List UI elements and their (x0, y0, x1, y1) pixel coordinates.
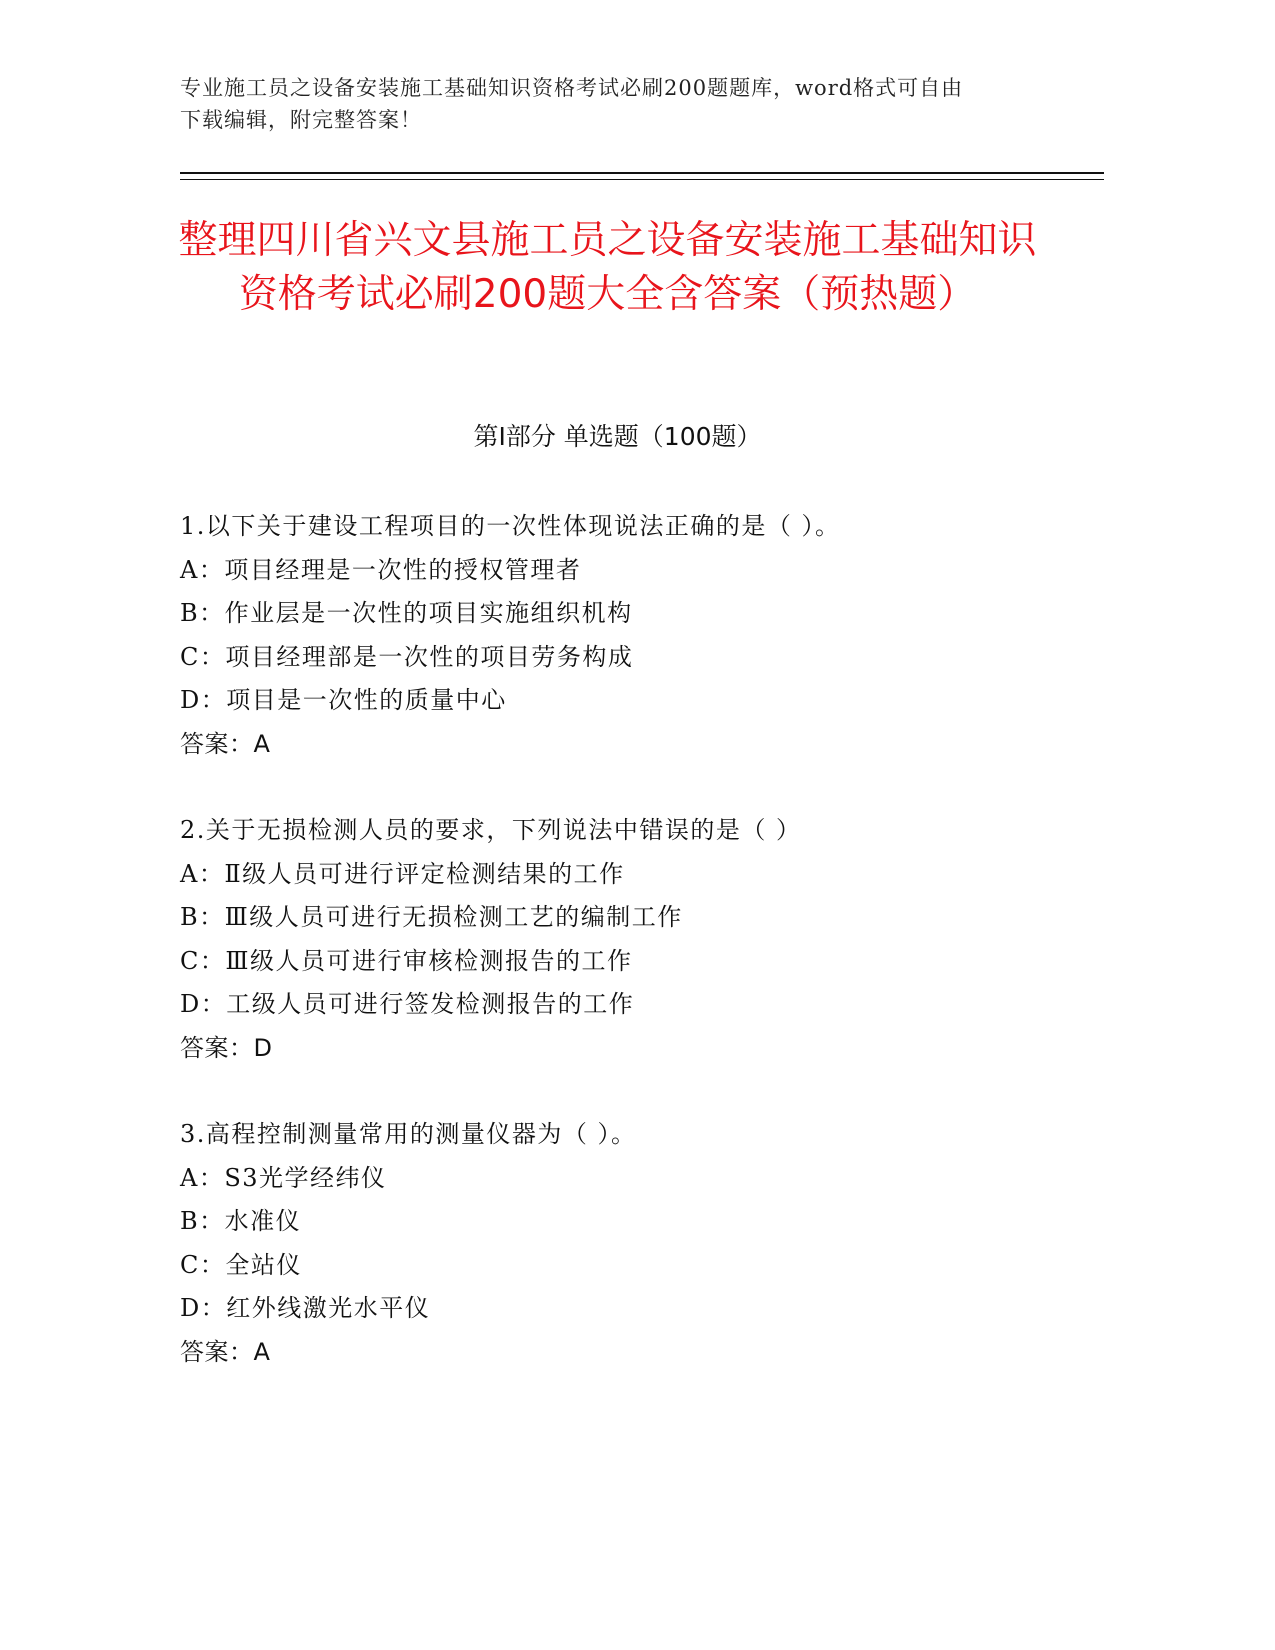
option-b: B：作业层是一次性的项目实施组织机构 (180, 599, 633, 627)
question-stem: 3.高程控制测量常用的测量仪器为（ ）。 (180, 1120, 637, 1148)
option-c: C：项目经理部是一次性的项目劳务构成 (180, 642, 634, 671)
question-item (180, 809, 1060, 1070)
header-note (180, 72, 1060, 136)
header-divider-thick (180, 172, 1104, 174)
option-a: A：Ⅱ级人员可进行评定检测结果的工作 (180, 859, 625, 888)
question-item (180, 505, 1060, 766)
document-title: 整理四川省兴文县施工员之设备安装施工基础知识资格考试必刷200题大全含答案（预热题） (178, 218, 1037, 317)
header-divider-thin (180, 179, 1104, 180)
answer-line: 答案：A (180, 729, 271, 758)
section-heading: 第Ⅰ部分 单选题（100题） (473, 422, 762, 451)
option-d: D：工级人员可进行签发检测报告的工作 (180, 990, 635, 1018)
option-c: C：Ⅲ级人员可进行审核检测报告的工作 (180, 946, 633, 975)
option-c: C：全站仪 (180, 1250, 302, 1279)
option-a: A：S3光学经纬仪 (180, 1163, 387, 1192)
question-stem: 1.以下关于建设工程项目的一次性体现说法正确的是（ ）。 (180, 512, 841, 540)
option-d: D：红外线激光水平仪 (180, 1294, 431, 1322)
answer-line: 答案：A (180, 1337, 271, 1366)
header-note-line-2: 下载编辑，附完整答案！ (180, 108, 422, 132)
option-a: A：项目经理是一次性的授权管理者 (180, 555, 582, 584)
answer-line: 答案：D (180, 1033, 273, 1062)
question-item (180, 1113, 1060, 1374)
option-b: B：Ⅲ级人员可进行无损检测工艺的编制工作 (180, 903, 683, 931)
option-b: B：水准仪 (180, 1207, 302, 1235)
option-d: D：项目是一次性的质量中心 (180, 686, 507, 714)
header-note-line-1: 专业施工员之设备安装施工基础知识资格考试必刷200题题库，word格式可自由 (180, 76, 964, 100)
question-stem: 2.关于无损检测人员的要求，下列说法中错误的是（ ） (180, 816, 802, 844)
question-list (180, 505, 1060, 1417)
